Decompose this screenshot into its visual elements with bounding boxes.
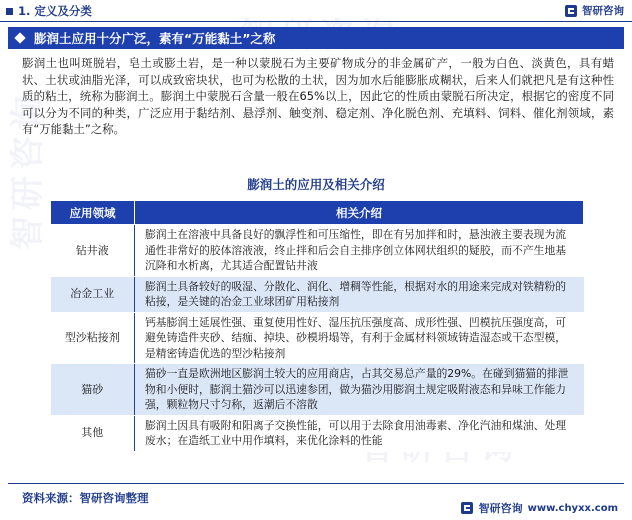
footer-logo-text: 智研咨询 (478, 502, 523, 515)
brand-logo-text: 智研咨询 (582, 5, 624, 17)
footer-logo (460, 500, 618, 516)
table-header-row (51, 201, 584, 225)
intro-paragraph: 膨润土也叫斑脱岩，皂土或膨土岩，是一种以蒙脱石为主要矿物成分的非金属矿产，一般为白色、淡黄色，具有蜡状、土状或油脂光泽，可以成致密块状，也可为松散的土状，因为加水后能膨胀成糊状，后来人们就把凡是有这种性质的粘土，统称为膨润土。膨润土中蒙脱石含量一般在65%以上，因此它的性质由蒙脱石所决定，根据它的密度不同可以分为不同的种类，广泛应用于黏结剂、悬浮剂、触变剂、稳定剂、净化脱色剂、充填料、饲料、催化剂领域，素有“万能黏土”之称。 (22, 56, 614, 137)
table-row (51, 364, 584, 416)
desc-cell: 膨润土具备较好的吸湿、分散化、润化、增稠等性能，根据对水的用途来完成对铁精粉的粘接，是关键的冶金工业球团矿用粘接剂 (135, 276, 584, 312)
brand-logo (564, 3, 624, 18)
brand-logo-icon (564, 4, 578, 18)
desc-cell: 膨润土因具有吸附和阳离子交换性能，可以用于去除食用油毒素、净化汽油和煤油、处理废水；在造纸工业中用作填料，来优化涂料的性能 (135, 415, 584, 451)
column-header-desc: 相关介绍 (135, 201, 584, 225)
table-row (51, 225, 584, 277)
section-label: 1. 定义及分类 (18, 4, 92, 18)
table-title: 膨润土的应用及相关介绍 (247, 177, 385, 192)
brand-logo-icon (460, 501, 474, 515)
table-row (51, 312, 584, 364)
application-table (50, 200, 584, 452)
desc-cell: 猫砂一直是欧洲地区膨润土较大的应用商店，占其交易总产量的29%。在碰到猫猫的排泄物和小便时，膨润土猫沙可以迅速参团，做为猫沙用膨润土规定吸附液态和异味工作能力强，颗粒物尺寸匀称，返潮后不溶散 (135, 364, 584, 416)
footer-divider (8, 483, 624, 484)
desc-cell: 膨润土在溶液中具备良好的飘浮性和可压缩性，即在有另加拌和时，悬浊液主要表现为流通性非常好的胶体溶液液，终止拌和后会自主排序创立体网状组织的疑胶，而不产生地基沉降和水析离，尤其适合配置钻井液 (135, 225, 584, 277)
top-bar (0, 0, 632, 22)
field-cell: 冶金工业 (51, 276, 135, 312)
section-marker (6, 8, 13, 15)
column-header-field: 应用领域 (51, 201, 135, 225)
table-row (51, 276, 584, 312)
field-cell: 型沙粘接剂 (51, 312, 135, 364)
field-cell: 钻井液 (51, 225, 135, 277)
field-cell: 其他 (51, 415, 135, 451)
title-banner (8, 27, 624, 49)
watermark: 智研咨询 (8, 90, 48, 250)
table-row (51, 415, 584, 451)
field-cell: 猫砂 (51, 364, 135, 416)
source-note: 资料来源：智研咨询整理 (22, 491, 149, 505)
footer-url: www.chyxx.com (527, 502, 618, 514)
diamond-icon (14, 32, 25, 43)
header-divider (0, 21, 632, 22)
desc-cell: 钙基膨润土延展性强、重复使用性好、湿压抗压强度高、成形性强、凹模抗压强度高，可避免铸造件夹砂、结痂、掉块、砂模坍塌等，有利于金属材料领域铸造湿态或干态型模，是精密铸造优选的型沙粘接剂 (135, 312, 584, 364)
page-title: 膨润土应用十分广泛，素有“万能黏土”之称 (34, 31, 276, 46)
